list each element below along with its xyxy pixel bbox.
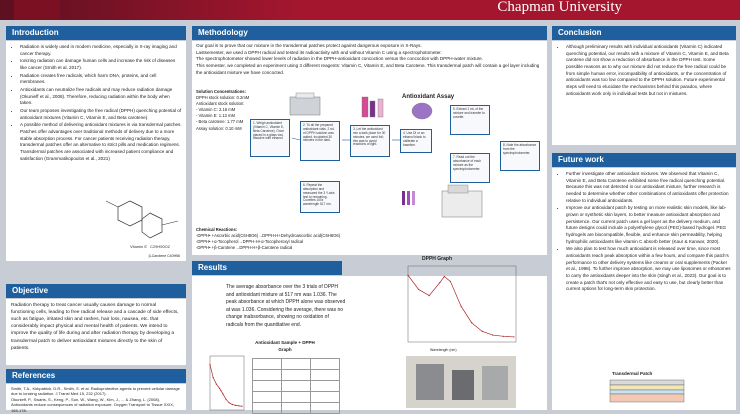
method-line: Our goal is to prove that our mixture in the transdermal patches protect against dangerous exposure in X-Rays. bbox=[196, 43, 422, 48]
data-point bbox=[444, 276, 445, 277]
introduction-list bbox=[10, 44, 182, 162]
data-point bbox=[220, 390, 221, 391]
solution-item: DPPH stock solution: 0.2mM bbox=[196, 95, 250, 101]
introduction-panel bbox=[6, 41, 186, 261]
data-point bbox=[460, 305, 461, 306]
table-row bbox=[253, 403, 340, 414]
table-row bbox=[253, 381, 340, 392]
chem-label-4: C40H56 bbox=[167, 253, 180, 258]
objective-panel bbox=[6, 299, 186, 365]
table-cell bbox=[311, 359, 340, 370]
future-bullet: • Further investigate other antioxidant mixtures. We observed that Vitamin C, Vitamin E, and Beta Carotene exhibited some free radical quenching potential. Because this was not detected in our antioxidant mixture, further research is needed to determine whether other combinations of antioxidants offer protection relative to individual antioxidants. bbox=[566, 171, 732, 204]
method-line: This semester, we completed an experiment using 3 different reagents: Vitamin C, Vitamin E, and Beta Carotene. This transdermal patch will contain a gel layer including the antioxidant mixture we have concocted. bbox=[196, 62, 540, 75]
methodology-heading: Methodology bbox=[192, 26, 547, 40]
patch-title: Transdermal Patch bbox=[612, 371, 653, 377]
step-8: 8. Note the absorbance from the spectrophotometer. bbox=[500, 141, 540, 171]
intro-bullet: • Radiation creates free radicals, which harm DNA, proteins, and cell membranes. bbox=[20, 73, 182, 86]
data-point bbox=[513, 336, 514, 337]
results-text: The average absorbance over the 3 trials of DPPH and antioxidant mixture at 517 nm was 1.036. The peak absorbance at which DPPH alone was observed at was 1.036. Considering the average, there was no change inabsorbance, showing no oxidation of radicals from the quantitative end. bbox=[226, 284, 346, 328]
chem-label-2: C29H50O2 bbox=[150, 244, 171, 249]
reactions-title: Chemical Reactions: bbox=[196, 227, 238, 232]
assay-title: Antioxidant Assay bbox=[402, 94, 455, 100]
dpph-xlabel: Wavelength (nm) bbox=[430, 348, 457, 352]
data-point bbox=[222, 393, 223, 394]
series-line bbox=[210, 365, 242, 407]
conclusion-list bbox=[556, 44, 732, 97]
table-cell bbox=[282, 381, 311, 392]
solution-item: Assay solution: 0.10 mM bbox=[196, 125, 242, 131]
table-cell bbox=[282, 392, 311, 403]
data-point bbox=[439, 282, 440, 283]
table-cell bbox=[282, 370, 311, 381]
data-point bbox=[238, 405, 239, 406]
step-2: 2. To all the prepared antioxidant vials, 2 mL of DPPH solution was added. Incubated 30 minutes in the dark. bbox=[300, 121, 340, 161]
data-point bbox=[503, 336, 504, 337]
data-point bbox=[429, 295, 430, 296]
chem-label-1: Vitamin E bbox=[130, 244, 148, 249]
table-cell bbox=[253, 370, 282, 381]
lab-photo bbox=[406, 356, 516, 408]
results-small-graph bbox=[206, 354, 246, 414]
reaction-item: -DPPH• +Ascorbic acid(C6H8O6)→DPPH-H+Dehydroascorbic acid(C6H6O6) bbox=[196, 233, 341, 239]
introduction-heading: Introduction bbox=[6, 26, 186, 40]
results-heading: Results bbox=[192, 261, 342, 275]
references-list bbox=[11, 386, 181, 413]
chem-label-3: β-Carotene bbox=[148, 253, 167, 258]
future-bullet: • We also plan to test how much antioxidant is released over time, since most antioxidants reach peak absorption within a few hours, and compare this patch's performance to other delivery systems like creams or oral supplements (Packer et al., 1998). To further improve absorption, we may use liposomes or ethosomes to carry the antioxidants deeper into the skin (Singh et al., 2023). Our goal is to create a patch that's not only effective and easy to use, but clearly better than current options for long-term skin protection. bbox=[566, 246, 732, 293]
data-point bbox=[213, 377, 214, 378]
data-point bbox=[225, 399, 226, 400]
reference-item: Okunieff, P., Swarts, S., Keng, P., Sun, W., Wang, W., Kim, J., ... & Zhang, L. (2008). Antioxidants reduce consequences of radiation exposure. Oxygen Transport to Tissue XXIX, 165-178. bbox=[11, 396, 174, 413]
solution-item: - Beta carotene: 1.77 mM bbox=[196, 119, 244, 125]
university-logo bbox=[14, 0, 60, 20]
dpph-graph-title: DPPH Graph bbox=[422, 256, 453, 262]
future-work-panel bbox=[552, 168, 736, 410]
step-5: 5. Extract 1 mL of the mixture and transfer to cuvette. bbox=[450, 105, 490, 135]
table-row bbox=[253, 370, 340, 381]
data-point bbox=[241, 406, 242, 407]
conclusion-panel bbox=[552, 41, 736, 145]
table-cell bbox=[253, 392, 282, 403]
institution-name: Chapman University bbox=[497, 0, 622, 15]
table-cell bbox=[282, 403, 311, 414]
table-cell bbox=[253, 359, 282, 370]
dpph-graph bbox=[400, 264, 518, 350]
intro-bullet: • A possible method of delivering antioxidant mixtures is via transdermal patches. Patches offer advantages over traditional methods of delivery due to a more stable absorption process. For cancer patients receiving radiation therapy, transdermal patches offer an alternative to strict pills and medication regimens. Transdermal patches are associated with increased patient compliance and satisfaction (Grammatikopoulos et al., 2021) bbox=[20, 122, 182, 162]
data-point bbox=[209, 364, 210, 365]
table-row bbox=[253, 392, 340, 403]
objective-heading: Objective bbox=[6, 284, 186, 298]
references-panel bbox=[6, 384, 186, 413]
data-point bbox=[492, 334, 493, 335]
data-point bbox=[482, 331, 483, 332]
conclusion-heading: Conclusion bbox=[552, 26, 736, 40]
step-7: 7. Read out the absorbance of each mixture as the spectrophotometer. bbox=[450, 153, 490, 183]
references-heading: References bbox=[6, 369, 186, 383]
table-cell bbox=[311, 381, 340, 392]
table-cell bbox=[253, 403, 282, 414]
solution-item: - Vitamin C: 2.16 mM bbox=[196, 107, 236, 113]
table-cell bbox=[311, 370, 340, 381]
step-3: 3. Let the antioxidant mix a dark place for 30 minutes, we used foil; this was to avoid reactions of light. bbox=[350, 125, 390, 157]
poster-banner bbox=[0, 0, 740, 20]
data-point bbox=[229, 402, 230, 403]
table-cell bbox=[282, 359, 311, 370]
results-table bbox=[252, 358, 340, 414]
step-4: 4. Use DI or an ethanol blank to calibrate a baseline. bbox=[400, 129, 432, 153]
methodology-panel bbox=[192, 41, 547, 255]
table-cell bbox=[311, 392, 340, 403]
conclusion-bullet: • Although preliminary results with individual antioxidants (Vitamin C) indicated quenching potential, our results with a mixture of Vitamin C, Vitamin E, and Beta carotene did not show a reduction of absorbance in the DPPH test. Some possible reasons as to why our mixture did not reduce the free radical could be from simple human error, incompatibility of antioxidants, or the concentration of antioxidants was too low compared to the DPPH solution. Future experimental steps will need to elucidate the mechanisms behind this paradox, where antioxidants work only in individual tests but not in mixtures. bbox=[566, 44, 732, 97]
chemical-reactions bbox=[196, 227, 340, 251]
solution-item: - Vitamin E: 1.13 mM bbox=[196, 113, 236, 119]
data-point bbox=[235, 405, 236, 406]
intro-bullet: • Our team proposes investigating the free radical (DPPH) quenching potential of antioxidant mixtures (Vitamin C, Vitamin E, and Beta carotene). bbox=[20, 108, 182, 121]
methodology-text bbox=[196, 43, 543, 76]
step-6: 6. Repeat the absorption and measured the 3 Y-axis test to remaining. Cuvettes 100x wavelength 517 nm. bbox=[300, 181, 340, 213]
objective-text: Radiation therapy to treat cancer usually causes damage to normal functioning cells, leading to free radical release and a cascade of side effects, such as fatigue, irritated skin and rashes, hair loss, nausea, etc. that considerably impact physical and mental health of patients. We intend to improve the quality of life during and after radiation therapy by developing a transdermal patch to deliver antioxidant mixtures directly to the skin of patients. bbox=[11, 303, 179, 351]
data-point bbox=[407, 275, 408, 276]
reaction-item: -DPPH• +α-Tocopherol→DPPH-H+α-Tocopheroxyl radical bbox=[196, 239, 304, 245]
intro-bullet: • Ionizing radiation can damage human cells and increase the risk of diseases like cancer (Smith et al. 2017). bbox=[20, 58, 182, 71]
intro-bullet: • Antioxidants can neutralize free radicals and may reduce radiation damage (Okunieff et al., 2008). Therefore, reducing radiation within the body when taken. bbox=[20, 87, 182, 107]
future-work-heading: Future work bbox=[552, 153, 736, 167]
table-row bbox=[253, 359, 340, 370]
data-point bbox=[471, 322, 472, 323]
step-1: 1. Weigh antioxidant (Vitamin C, Vitamin E, Beta Carotene). Once placed in a glass vial, dissolve with ethanol. bbox=[250, 119, 290, 157]
data-point bbox=[450, 281, 451, 282]
table-cell bbox=[253, 381, 282, 392]
reaction-item: -DPPH• +β-Carotene→DPPH-H+β-Carotene radical bbox=[196, 245, 293, 251]
intro-bullet: • Radiation is widely used in modern medicine, especially in X-ray imaging and cancer therapy. bbox=[20, 44, 182, 57]
future-work-list bbox=[556, 171, 732, 293]
data-point bbox=[216, 384, 217, 385]
method-line: Lastsemester, we used a DPPH radical and tested its radioactivity with and without Vitamin C using a spectrophotometer. bbox=[196, 49, 442, 55]
table-title: Antioxidant Sample + DPPH Graph bbox=[255, 340, 315, 352]
plot-frame bbox=[210, 356, 244, 410]
future-bullet: • Improve our antioxidant patch by testing on more realistic skin models, like lab-grown or synthetic skin layers, to better measure antioxidant absorption and persistence. Our current patch uses a gel layer as the delivery medium, and future designs could include a polyethylene glycol (PEG)-based hydrogel. PEG hydrogels are biocompatible, flexible, and enhance skin permeability, helping hydrophilic antioxidants like vitamin C absorb better (Kaur & Kanwar, 2020). bbox=[566, 205, 732, 245]
reactions-list bbox=[196, 233, 340, 251]
data-point bbox=[219, 388, 220, 389]
solution-item: Antioxidant stock solution: bbox=[196, 101, 245, 107]
table-cell bbox=[311, 403, 340, 414]
vitamin-structures bbox=[90, 193, 180, 253]
data-point bbox=[232, 404, 233, 405]
method-line: The spectrophotometer showed lower levels of radiation in the DPPH-antioxidant concoction versus the concoction with DPPH-water mixture. bbox=[196, 56, 483, 62]
solutions-title: Solution Concentrations: bbox=[196, 89, 247, 94]
reference-item: Smith, T.A., Kirkpatrick, D.R., Smith, S. et al. Radioprotective agents to prevent cellular damage due to ionizing radiation. J Transl Med 15, 232 (2017). bbox=[11, 386, 180, 397]
patch-diagram bbox=[608, 378, 688, 406]
plot-frame bbox=[408, 266, 516, 342]
data-point bbox=[418, 289, 419, 290]
